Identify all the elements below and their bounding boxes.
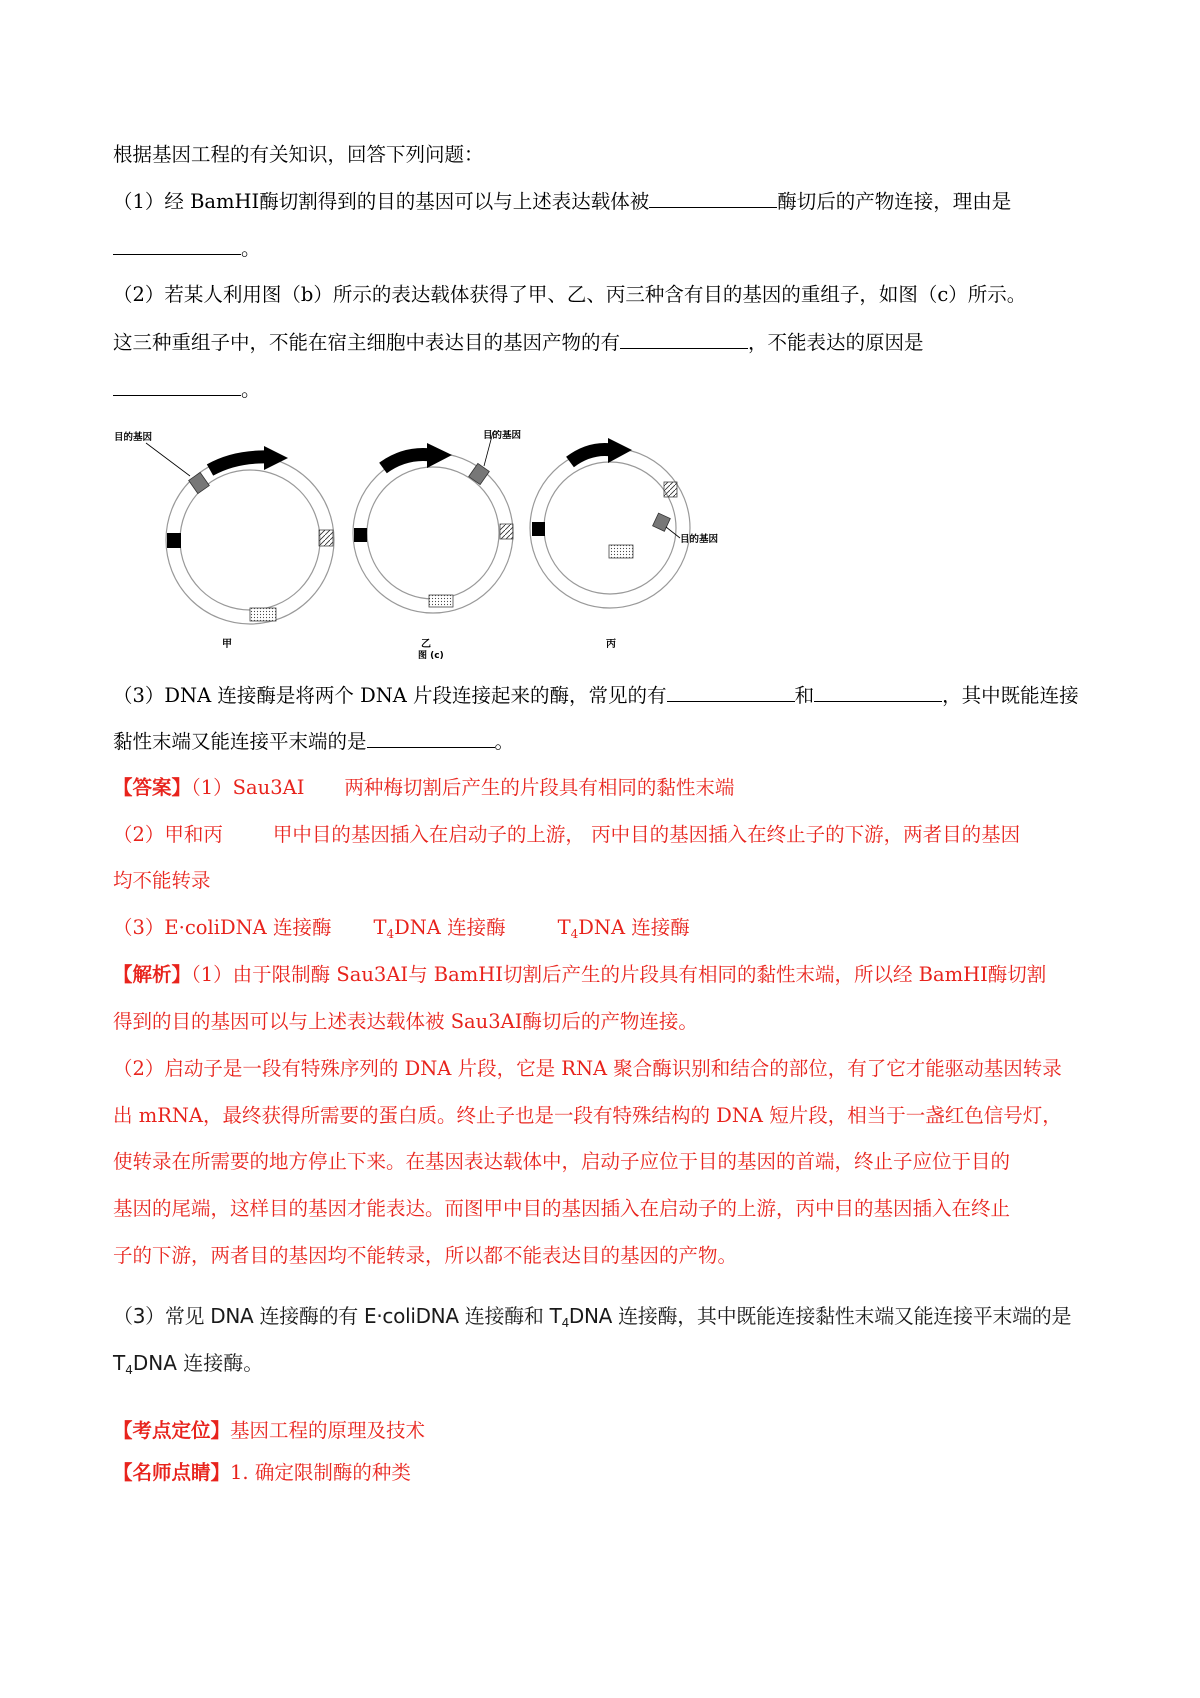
mingshi-text: 1. 确定限制酶的种类 [230, 1461, 411, 1484]
analysis-line-9 [113, 1351, 263, 1382]
answer-2a: （2）甲和丙 [113, 823, 223, 846]
answer-3a: （3）E·coliDNA 连接酶 [113, 916, 332, 939]
promoter-arrow-yi [383, 455, 431, 468]
question-3-text-b: ，其中既能连接 [942, 684, 1079, 707]
question-3-text-a: （3）DNA 连接酶是将两个 DNA 片段连接起来的酶，常见的有 [113, 684, 667, 707]
answer-1a: （1）Sau3AⅠ [191, 776, 305, 799]
plasmid-bing [530, 438, 719, 650]
answer-3b-sub: 4 [386, 927, 395, 941]
question-3-line-2 [113, 729, 514, 754]
kaodian-tag: 【考点定位】 [113, 1419, 231, 1442]
black-block-jia [167, 533, 181, 548]
analysis-line-6: 基因的尾端，这样目的基因才能表达。而图甲中目的基因插入在启动子的上游，丙中目的基因插入在终止 [113, 1197, 1011, 1220]
answer-line-2b: 均不能转录 [113, 869, 211, 892]
question-2-line-3 [113, 377, 261, 402]
answer-1b: 两种梅切割后产生的片段具有相同的黏性末端 [344, 776, 735, 799]
hatched-block-jia [319, 530, 333, 546]
answer-blank-1[interactable] [649, 189, 777, 208]
analysis-8-post: DNA 连接酶，其中既能连接黏性末端又能连接平末端的是 [568, 1304, 1072, 1328]
dotted-block-jia [250, 608, 276, 621]
answer-blank-3[interactable] [620, 330, 748, 349]
question-1-line [113, 189, 1011, 214]
analysis-9-pre: T [113, 1351, 126, 1375]
arrow-head-icon [608, 438, 632, 463]
dotted-block-yi [429, 595, 453, 607]
plasmid-name-jia: 甲 [222, 639, 232, 650]
black-block-yi [354, 528, 367, 542]
analysis-line-8 [113, 1304, 1071, 1335]
gene-label-yi: 目的基因 [483, 430, 522, 441]
question-3-line [113, 683, 1079, 708]
answer-tag: 【答案】 [113, 776, 192, 799]
answer-3c-pre: T [557, 916, 571, 939]
target-gene-block-jia [189, 472, 210, 493]
question-2-line: （2）若某人利用图（b）所示的表达载体获得了甲、乙、丙三种含有目的基因的重组子，如图（c）所示。 [113, 283, 1027, 306]
analysis-text-1: （1）由于限制酶 Sau3AⅠ与 BamHⅠ切割后产生的片段具有相同的黏性末端，所以经 BamHⅠ酶切割 [191, 963, 1047, 986]
plasmid-name-yi: 乙 [421, 639, 431, 650]
question-1-text-a: （1）经 BamHⅠ酶切割得到的目的基因可以与上述表达载体被 [113, 190, 650, 213]
answer-blank-6[interactable] [814, 683, 942, 702]
question-1-text-b: 酶切后的产物连接，理由是 [777, 190, 1012, 213]
question-2-end: 。 [241, 378, 261, 401]
answer-3b-post: DNA 连接酶 [394, 916, 506, 939]
gene-label-bing: 目的基因 [680, 534, 719, 545]
mingshi-tag: 【名师点睛】 [113, 1461, 231, 1484]
question-3-and: 和 [794, 684, 815, 707]
question-3-text-c: 黏性末端又能连接平末端的是 [113, 730, 367, 753]
answer-3c-sub: 4 [570, 927, 579, 941]
gene-label-jia: 目的基因 [114, 432, 153, 443]
analysis-line-4: 出 mRNA，最终获得所需要的蛋白质。终止子也是一段有特殊结构的 DNA 短片段，相当于一盏红色信号灯， [113, 1104, 1062, 1127]
question-2-line-2 [113, 330, 924, 355]
question-1-line-2 [113, 236, 261, 261]
intro-text: 根据基因工程的有关知识，回答下列问题： [113, 143, 484, 166]
plasmid-yi [353, 430, 522, 650]
answer-3b-pre: T [373, 916, 387, 939]
answer-line-1 [113, 776, 734, 800]
question-2-text-c: ，不能表达的原因是 [748, 331, 924, 354]
plasmid-figure [100, 430, 800, 660]
question-3-end: 。 [494, 730, 515, 753]
answer-line-2 [113, 823, 1020, 847]
kaodian-line [113, 1419, 425, 1443]
analysis-8-pre: （3）常见 DNA 连接酶的有 E·coliDNA 连接酶和 T [113, 1304, 562, 1328]
plasmid-jia [114, 431, 334, 650]
black-block-bing [532, 522, 545, 536]
question-2-text-b: 这三种重组子中，不能在宿主细胞中表达目的基因产物的有 [113, 331, 621, 354]
promoter-arrow-jia [210, 457, 268, 470]
analysis-line-5: 使转录在所需要的地方停止下来。在基因表达载体中，启动子应位于目的基因的首端，终止子应位于目的 [113, 1150, 1011, 1173]
arrow-head-icon [264, 446, 288, 470]
analysis-line-1 [113, 963, 1046, 987]
hatched-block-bing [664, 482, 677, 497]
kaodian-text: 基因工程的原理及技术 [230, 1419, 426, 1442]
analysis-8-sub: 4 [561, 1316, 569, 1330]
analysis-line-7: 子的下游，两者目的基因均不能转录，所以都不能表达目的基因的产物。 [113, 1244, 738, 1267]
answer-2b: 甲中目的基因插入在启动子的上游， 丙中目的基因插入在终止子的下游，两者目的基因 [272, 823, 1021, 846]
analysis-9-sub: 4 [125, 1363, 133, 1377]
analysis-line-2: 得到的目的基因可以与上述表达载体被 Sau3AⅠ酶切后的产物连接。 [113, 1010, 698, 1033]
plasmid-name-bing: 丙 [606, 639, 616, 650]
answer-blank-5[interactable] [667, 683, 795, 702]
question-1-end: 。 [241, 237, 261, 260]
analysis-line-3: （2）启动子是一段有特殊序列的 DNA 片段，它是 RNA 聚合酶识别和结合的部位，有了它才能驱动基因转录 [113, 1057, 1062, 1080]
analysis-tag: 【解析】 [113, 963, 192, 986]
answer-line-3 [113, 916, 690, 946]
dotted-block-bing [609, 545, 633, 558]
promoter-arrow-bing [570, 450, 612, 463]
figure-caption: 图 (c) [418, 651, 444, 660]
answer-blank-7[interactable] [367, 729, 495, 748]
answer-blank-2[interactable] [113, 236, 241, 255]
mingshi-line [113, 1461, 411, 1485]
hatched-block-yi [500, 524, 513, 539]
target-gene-block-yi [469, 463, 490, 484]
answer-blank-4[interactable] [113, 377, 241, 396]
analysis-9-post: DNA 连接酶。 [132, 1351, 264, 1375]
arrow-head-icon [427, 443, 452, 468]
answer-3c-post: DNA 连接酶 [578, 916, 690, 939]
